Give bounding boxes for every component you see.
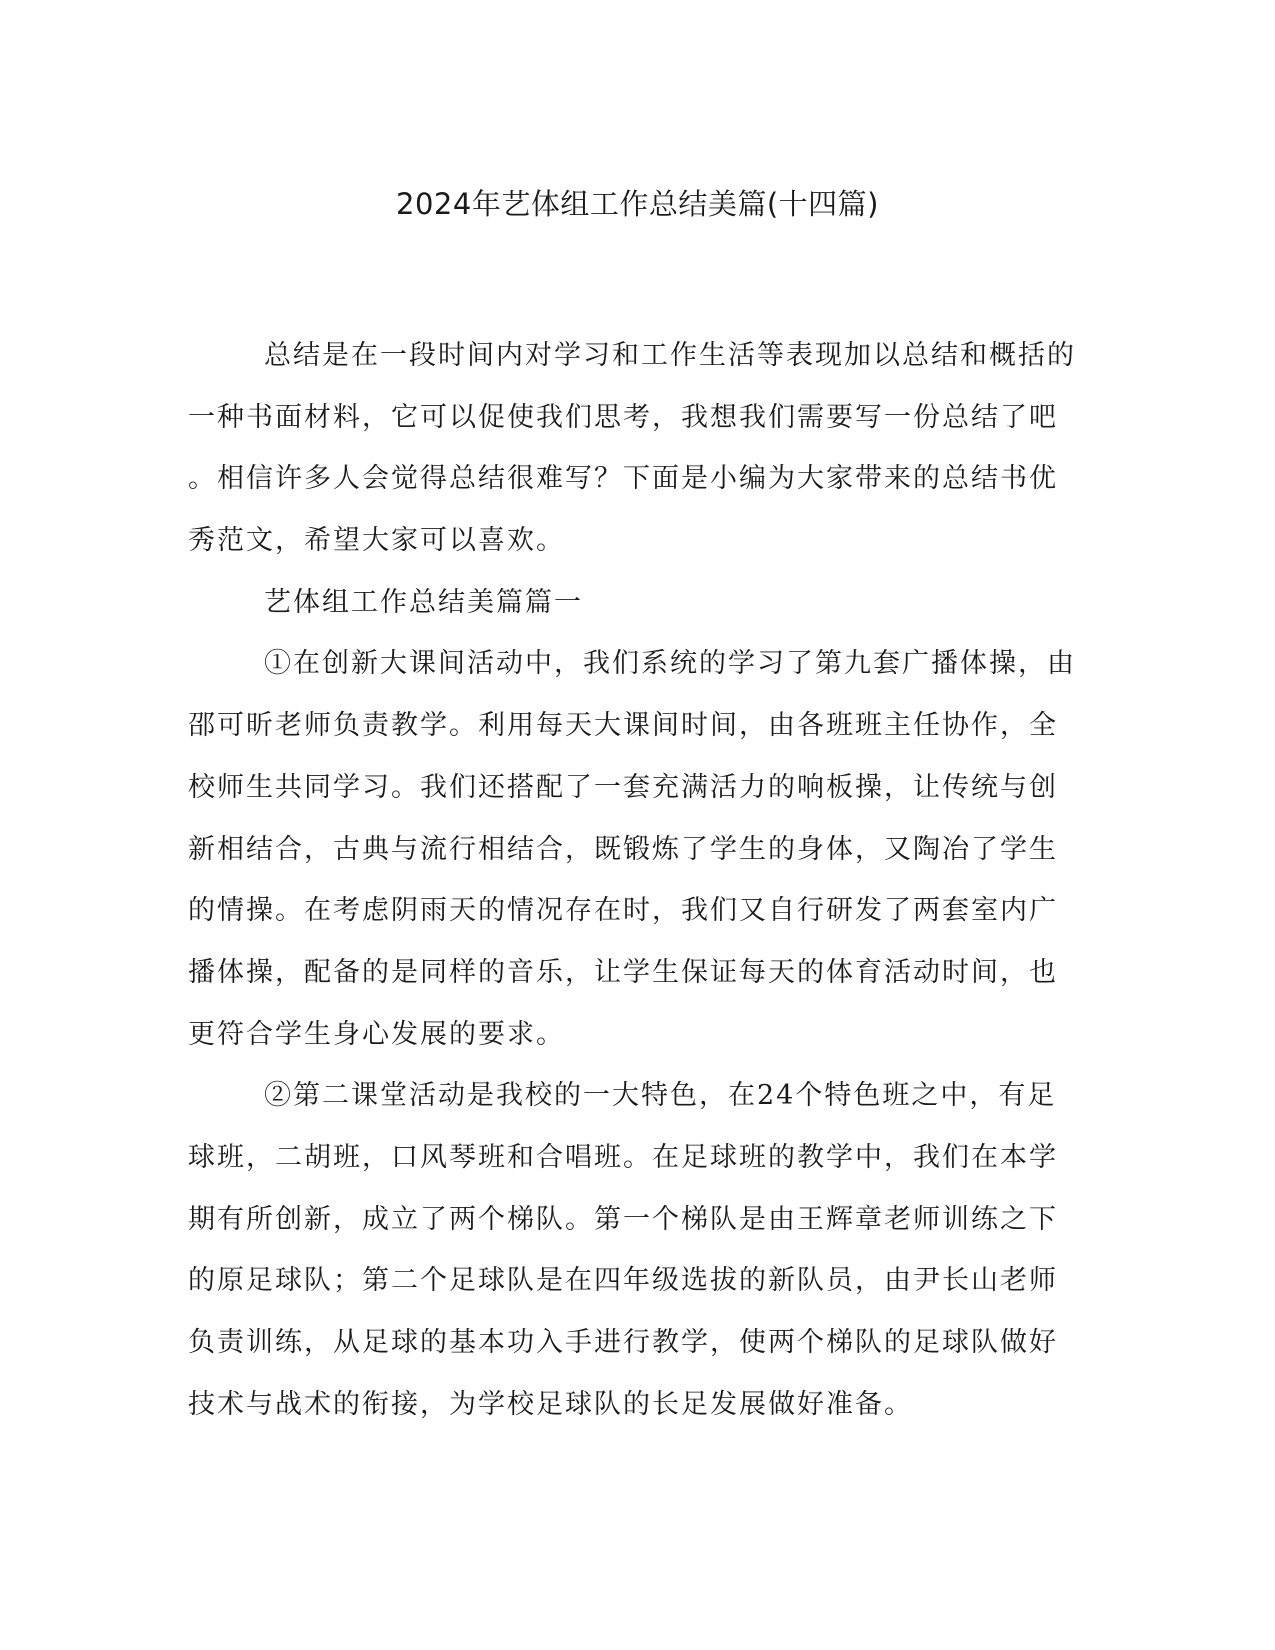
intro-line: 总结是在一段时间内对学习和工作生活等表现加以总结和概括的 xyxy=(264,340,1076,371)
paragraph-line: ①在创新大课间活动中，我们系统的学习了第九套广播体操，由 xyxy=(264,648,1076,680)
intro-line: 。相信许多人会觉得总结很难写？下面是小编为大家带来的总结书优 xyxy=(188,463,1058,495)
intro-line: 一种书面材料，它可以促使我们思考，我想我们需要写一份总结了吧 xyxy=(188,401,1058,433)
paragraph-line: 技术与战术的衔接，为学校足球队的长足发展做好准备。 xyxy=(188,1388,913,1420)
intro-line: 秀范文，希望大家可以喜欢。 xyxy=(188,525,565,557)
paragraph-line: 球班，二胡班，口风琴班和合唱班。在足球班的教学中，我们在本学 xyxy=(188,1141,1058,1173)
paragraph-line: 更符合学生身心发展的要求。 xyxy=(188,1018,565,1050)
paragraph-1 xyxy=(188,633,1083,1065)
intro-paragraph xyxy=(188,325,1083,572)
paragraph-line: 期有所创新，成立了两个梯队。第一个梯队是由王辉章老师训练之下 xyxy=(188,1203,1058,1235)
paragraph-line: 新相结合，古典与流行相结合，既锻炼了学生的身体，又陶冶了学生 xyxy=(188,833,1058,865)
paragraph-2 xyxy=(188,1065,1083,1435)
paragraph-line: ②第二课堂活动是我校的一大特色，在24个特色班之中，有足 xyxy=(264,1080,1057,1112)
paragraph-line: 负责训练，从足球的基本功入手进行教学，使两个梯队的足球队做好 xyxy=(188,1327,1058,1358)
paragraph-line: 播体操，配备的是同样的音乐，让学生保证每天的体育活动时间，也 xyxy=(188,956,1058,988)
paragraph-line: 的情操。在考虑阴雨天的情况存在时，我们又自行研发了两套室内广 xyxy=(188,895,1058,927)
document-body xyxy=(188,325,1083,1435)
paragraph-line: 的原足球队；第二个足球队是在四年级选拔的新队员，由尹长山老师 xyxy=(188,1265,1058,1297)
document-title: 2024年艺体组工作总结美篇(十四篇) xyxy=(396,187,879,221)
paragraph-line: 邵可昕老师负责教学。利用每天大课间时间，由各班班主任协作，全 xyxy=(188,710,1058,742)
section-heading: 艺体组工作总结美篇篇一 xyxy=(264,586,583,618)
paragraph-line: 校师生共同学习。我们还搭配了一套充满活力的响板操，让传统与创 xyxy=(188,771,1058,803)
